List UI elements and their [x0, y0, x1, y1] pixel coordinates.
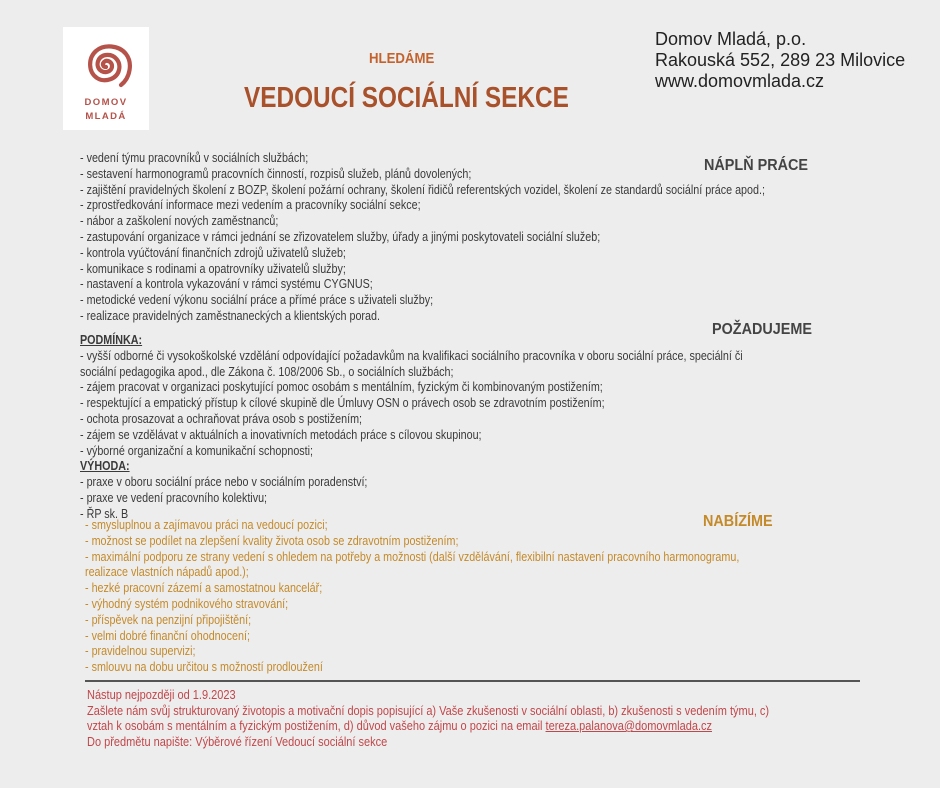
list-item: - respektující a empatický přístup k cílové skupině dle Úmluvy OSN o právech osob se zdravotním postižením;	[80, 396, 605, 411]
org-website: www.domovmlada.cz	[655, 71, 825, 91]
list-item: - vedení týmu pracovníků v sociálních službách;	[80, 151, 309, 165]
list-item: sociální pedagogika apod., dle Zákona č. 108/2006 Sb., o sociálních službách;	[80, 364, 454, 379]
vyhoda-label: VÝHODA:	[80, 459, 130, 474]
divider	[85, 680, 860, 682]
start-date: Nástup nejpozději od 1.9.2023	[87, 688, 236, 702]
list-item: - smlouvu na dobu určitou s možností prodloužení	[85, 660, 323, 675]
list-item: - nábor a zaškolení nových zaměstnanců;	[80, 214, 279, 229]
logo-text-line2: MLADÁ	[85, 111, 127, 122]
list-item: - praxe v oboru sociální práce nebo v sociálním poradenství;	[80, 475, 368, 490]
organization-contact	[655, 29, 905, 92]
list-item: - komunikace s rodinami a opatrovníky uživatelů služby;	[80, 261, 346, 276]
kicker-heading: HLEDÁME	[369, 50, 435, 67]
list-item: - velmi dobré finanční ohodnocení;	[85, 628, 250, 643]
page-title: VEDOUCÍ SOCIÁLNÍ SEKCE	[244, 82, 569, 114]
list-item: - nastavení a kontrola vykazování v rámci systému CYGNUS;	[80, 277, 373, 292]
list-item: - výborné organizační a komunikační schopnosti;	[80, 443, 314, 458]
list-item: - realizace pravidelných zaměstnaneckých a klientských porad.	[80, 308, 380, 323]
instruction-line: Zašlete nám svůj strukturovaný životopis a motivační dopis popisující a) Vaše zkušenosti v sociální oblasti, b) zkušenosti s vedením týmu, c)	[87, 703, 770, 718]
list-item: - zastupování organizace v rámci jednání se zřizovatelem služby, úřady a jinými poskytovateli sociální služeb;	[80, 229, 601, 244]
napln-list	[80, 151, 765, 325]
list-item: - ochota prosazovat a ochraňovat práva osob s postižením;	[80, 411, 363, 426]
instruction-line	[87, 719, 769, 735]
org-name: Domov Mladá, p.o.	[655, 29, 807, 49]
list-item: - hezké pracovní zázemí a samostatnou kancelář;	[85, 581, 323, 596]
list-item: - pravidelnou supervizi;	[85, 644, 196, 659]
list-item: realizace vlastních nápadů apod.);	[85, 565, 249, 580]
list-item: - zprostředkování informace mezi vedením a pracovníky sociální sekce;	[80, 198, 421, 213]
pozadujeme-list	[80, 333, 743, 523]
list-item: - zajištění pravidelných školení z BOZP, školení požární ochrany, školení řidičů referentských vozidel, školení ze standardů sociální práce apod.;	[80, 182, 765, 197]
footer-instructions	[87, 688, 769, 750]
list-item: - ŘP sk. B	[80, 506, 129, 521]
list-item: - výhodný systém podnikového stravování;	[85, 596, 289, 611]
list-item: - sestavení harmonogramů pracovních činností, rozpisů služeb, plánů dovolených;	[80, 166, 472, 181]
email-link[interactable]: tereza.palanova@domovmlada.cz	[545, 719, 713, 734]
instruction-text: vztah k osobám s mentálním a fyzickým postižením, d) důvod vašeho zájmu o pozici na email	[87, 719, 546, 734]
list-item: - smysluplnou a zajímavou práci na vedoucí pozici;	[85, 518, 328, 532]
section-heading-napln: NÁPLŇ PRÁCE	[704, 157, 809, 174]
subject-line: Do předmětu napište: Výběrové řízení Vedoucí sociální sekce	[87, 734, 388, 749]
list-item: - maximální podporu ze strany vedení s ohledem na potřeby a možnosti (další vzdělávání, flexibilní nastavení pracovního harmonogramu,	[85, 549, 740, 564]
logo	[63, 27, 149, 130]
section-heading-pozadujeme: POŽADUJEME	[712, 321, 813, 338]
podminka-label: PODMÍNKA:	[80, 333, 143, 347]
logo-text-line1: DOMOV	[84, 97, 128, 108]
nabizime-list	[85, 518, 739, 676]
org-address: Rakouská 552, 289 23 Milovice	[655, 50, 906, 70]
spiral-logo-icon	[77, 34, 135, 96]
list-item: - možnost se podílet na zlepšení kvality života osob se zdravotním postižením;	[85, 533, 459, 548]
list-item: - příspěvek na penzijní připojištění;	[85, 612, 252, 627]
list-item: - metodické vedení výkonu sociální práce a přímé práce s uživateli služby;	[80, 293, 434, 308]
list-item: - praxe ve vedení pracovního kolektivu;	[80, 490, 268, 505]
list-item: - vyšší odborné či vysokoškolské vzdělání odpovídající požadavkům na kvalifikaci sociálního pracovníka v oboru sociální práce, speciální či	[80, 348, 743, 363]
list-item: - zájem se vzdělávat v aktuálních a inovativních metodách práce s cílovou skupinou;	[80, 427, 482, 442]
list-item: - zájem pracovat v organizaci poskytující pomoc osobám s mentálním, fyzickým či kombinovaným postižením;	[80, 380, 603, 395]
section-heading-nabizime: NABÍZÍME	[703, 513, 773, 530]
list-item: - kontrola vyúčtování finančních zdrojů uživatelů služeb;	[80, 245, 346, 260]
